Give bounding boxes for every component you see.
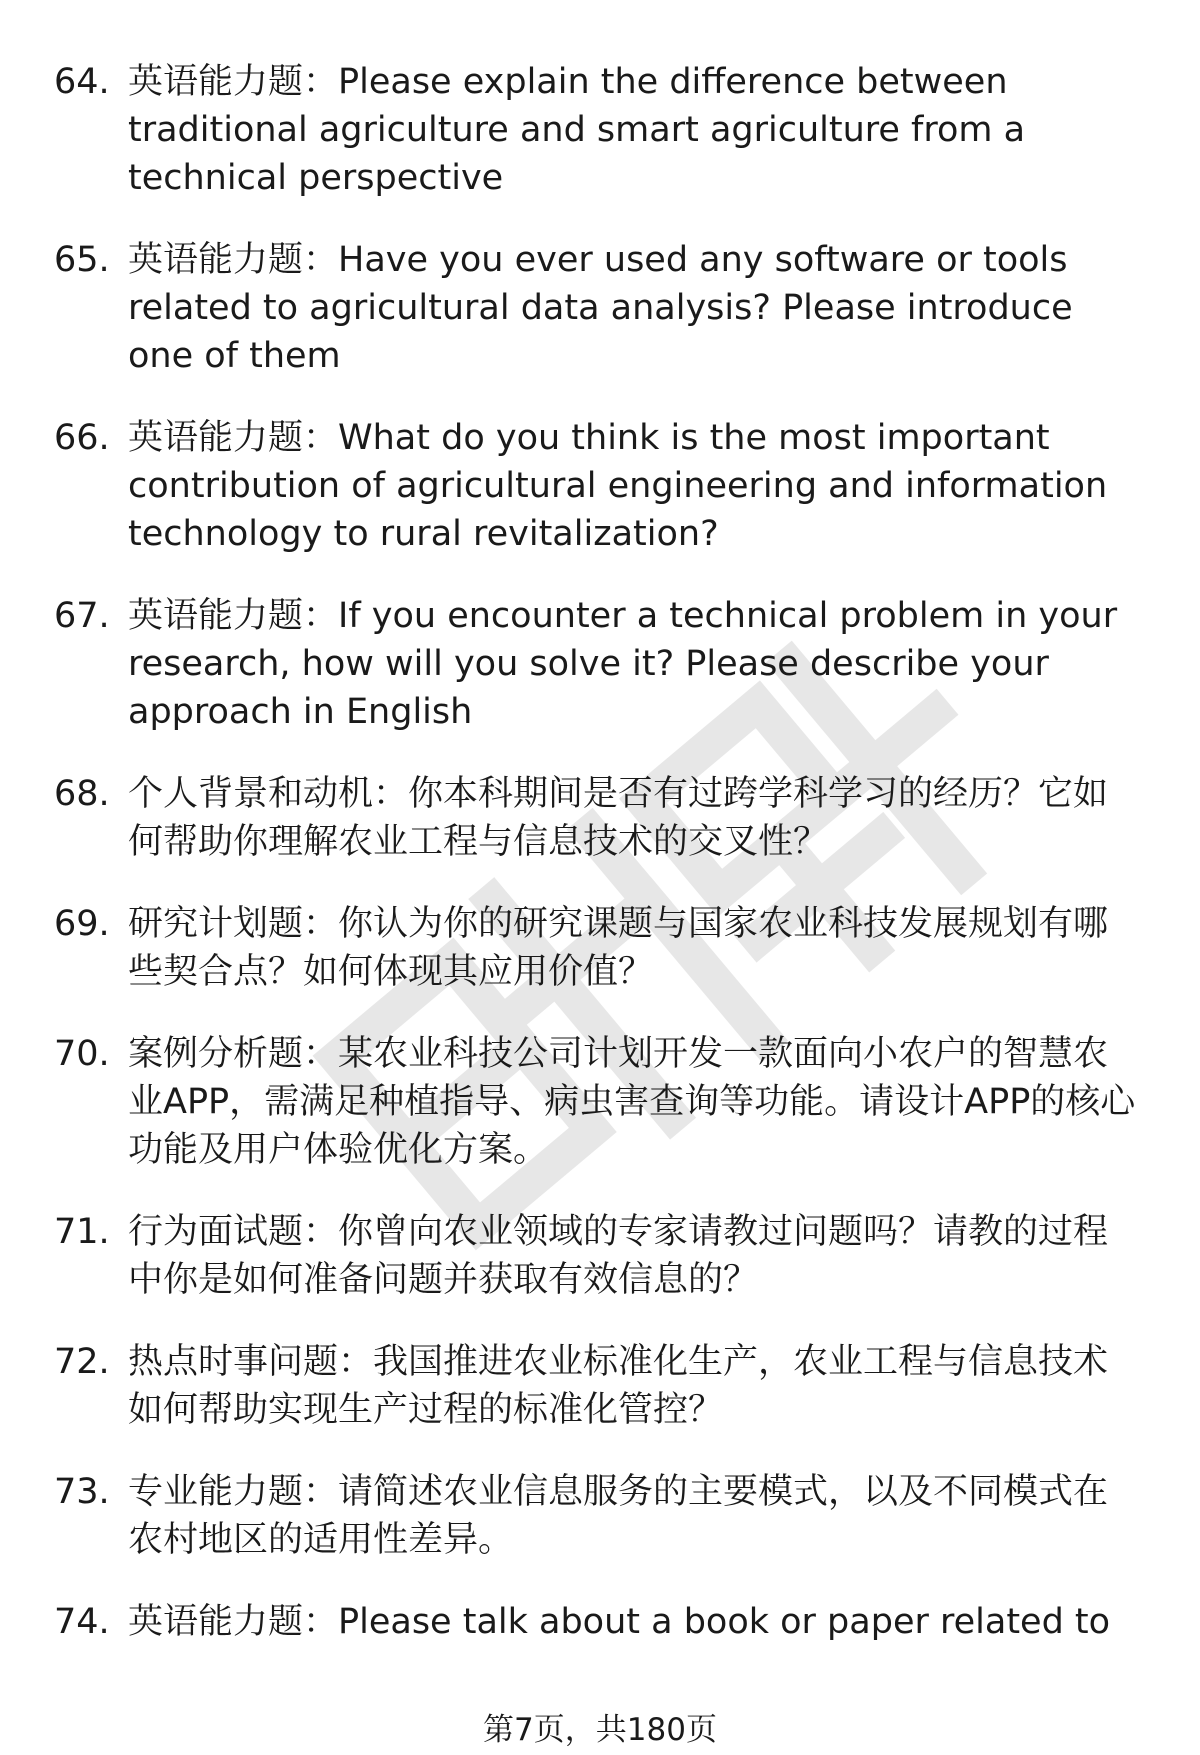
question-text: Please explain the difference between traditional agriculture and smart agriculture from a technical perspective <box>128 62 1026 198</box>
question-text: Have you ever used any software or tools related to agricultural data analysis? Please introduce one of them <box>128 240 1073 376</box>
question-item <box>0 414 1200 558</box>
question-item <box>0 1338 1200 1434</box>
question-category: 热点时事问题： <box>128 1342 374 1382</box>
question-text: 你认为你的研究课题与国家农业科技发展规划有哪些契合点？如何体现其应用价值？ <box>128 904 1109 992</box>
question-list <box>0 58 1200 1680</box>
question-body <box>128 1598 1138 1646</box>
question-category: 英语能力题： <box>128 418 339 458</box>
question-number: 74. <box>54 1602 110 1642</box>
question-number: 73. <box>54 1472 110 1512</box>
question-number: 65. <box>54 240 110 280</box>
question-body <box>128 414 1138 558</box>
question-item <box>0 592 1200 736</box>
question-body <box>128 592 1138 736</box>
question-text: 你曾向农业领域的专家请教过问题吗？请教的过程中你是如何准备问题并获取有效信息的？ <box>128 1212 1109 1300</box>
question-text: What do you think is the most important contribution of agricultural engineering and information technology to rural revitalization? <box>128 418 1108 554</box>
question-body <box>128 1030 1138 1174</box>
question-body <box>128 1468 1138 1564</box>
question-item <box>0 236 1200 380</box>
question-item <box>0 900 1200 996</box>
question-category: 研究计划题： <box>128 904 339 944</box>
question-body <box>128 770 1138 866</box>
question-category: 英语能力题： <box>128 240 339 280</box>
question-category: 英语能力题： <box>128 596 339 636</box>
question-text: If you encounter a technical problem in your research, how will you solve it? Please describe your approach in English <box>128 596 1118 732</box>
question-text: 我国推进农业标准化生产，农业工程与信息技术如何帮助实现生产过程的标准化管控？ <box>128 1342 1109 1430</box>
question-number: 71. <box>54 1212 110 1252</box>
question-category: 专业能力题： <box>128 1472 339 1512</box>
question-text: 某农业科技公司计划开发一款面向小农户的智慧农业APP，需满足种植指导、病虫害查询等功能。请设计APP的核心功能及用户体验优化方案。 <box>128 1034 1136 1170</box>
question-category: 英语能力题： <box>128 1602 339 1642</box>
question-number: 72. <box>54 1342 110 1382</box>
question-body <box>128 1338 1138 1434</box>
question-item <box>0 1208 1200 1304</box>
question-item <box>0 770 1200 866</box>
question-category: 个人背景和动机： <box>128 774 409 814</box>
question-number: 66. <box>54 418 110 458</box>
question-item <box>0 58 1200 202</box>
question-number: 68. <box>54 774 110 814</box>
question-body <box>128 58 1138 202</box>
question-number: 64. <box>54 62 110 102</box>
question-body <box>128 236 1138 380</box>
question-item <box>0 1598 1200 1646</box>
question-number: 67. <box>54 596 110 636</box>
question-category: 行为面试题： <box>128 1212 339 1252</box>
question-number: 70. <box>54 1034 110 1074</box>
question-text: 你本科期间是否有过跨学科学习的经历？它如何帮助你理解农业工程与信息技术的交叉性？ <box>128 774 1109 862</box>
page-footer: 第7页，共180页 <box>483 1712 717 1748</box>
question-text: Please talk about a book or paper related to <box>338 1602 1111 1642</box>
question-item <box>0 1468 1200 1564</box>
question-category: 案例分析题： <box>128 1034 339 1074</box>
question-body <box>128 1208 1138 1304</box>
question-number: 69. <box>54 904 110 944</box>
question-body <box>128 900 1138 996</box>
question-category: 英语能力题： <box>128 62 339 102</box>
question-text: 请简述农业信息服务的主要模式，以及不同模式在农村地区的适用性差异。 <box>128 1472 1109 1560</box>
question-item <box>0 1030 1200 1174</box>
